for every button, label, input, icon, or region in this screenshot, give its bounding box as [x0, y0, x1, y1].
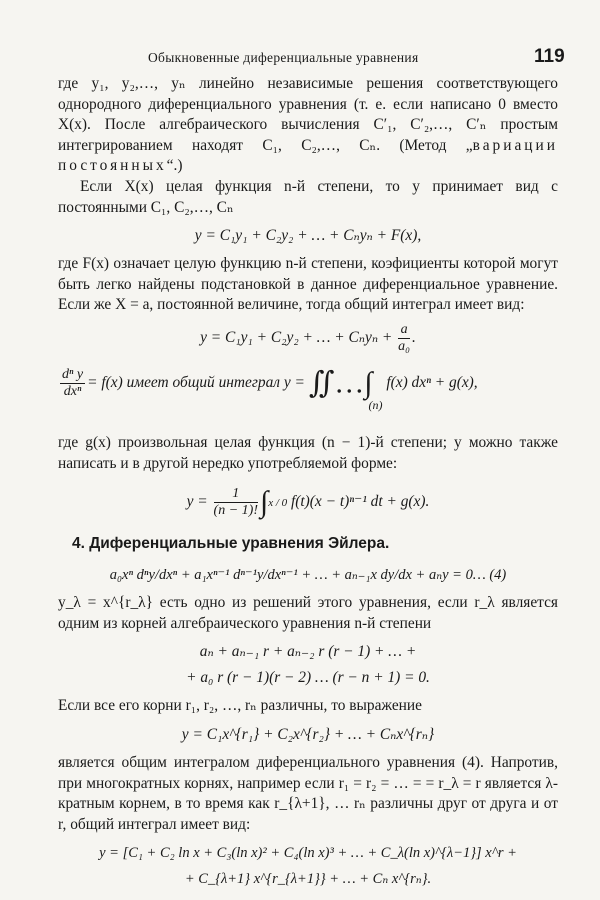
- equation-constant-solution: [58, 322, 558, 355]
- equation-general-solution: y = C₁y₁ + C₂y₂ + … + Cₙyₙ + F(x),: [194, 227, 422, 245]
- page-body: [58, 74, 558, 891]
- equation-part: = f(x) имеет общий интеграл y =: [87, 373, 309, 391]
- fraction-numerator: dⁿ y: [62, 366, 84, 382]
- equation-part: f(t)(x − t)ⁿ⁻¹ dt + g(x).: [287, 493, 430, 511]
- equation-part: y =: [186, 493, 212, 511]
- page-number: 119: [534, 46, 565, 67]
- equation-nth-derivative: [58, 365, 558, 423]
- equation-part: y = C₁y₁ + C₂y₂ + … + Cₙyₙ +: [200, 328, 397, 346]
- integral-subscript: (n): [368, 397, 383, 412]
- fraction-dny-dxn: [60, 367, 85, 400]
- paragraph-polynomial-case: Если X(x) целая функция n-й степени, то y принимает вид с постоянными C₁, C₂,…, Cₙ: [58, 177, 558, 216]
- fraction-one-over-factorial: [214, 486, 258, 519]
- paragraph-multiple-roots: является общим интегралом диференциального уравнения (4). Напротив, при многократных корнях, например если r₁ = r₂ = … = = r_λ = r является λ-кратным корнем, в то время как r_{λ+1}, … rₙ различны друг от друга и от r, общий интеграл имеет вид:: [58, 753, 558, 833]
- equation-part: f(x) dxⁿ + g(x),: [382, 373, 478, 391]
- fraction-denominator: dxⁿ: [63, 383, 82, 399]
- integral-limits: x / 0: [268, 497, 288, 510]
- paragraph-text: где y₁, y₂,…, yₙ линейно независимые решения соответствующего однородного диференциального уравнения (т. е. если написано 0 вместо X(x). После алгебраического вычисления C′₁, C′₂,…, C′ₙ простым интегрированием находят C₁, C₂,…, Cₙ. (Метод „: [58, 75, 558, 154]
- paragraph-arbitrary-function: где g(x) произвольная целая функция (n − 1)-й степени; y можно также написать и в другой нередко употребляемой форме:: [58, 433, 558, 472]
- running-title: Обыкновенные диференциальные уравнения: [148, 50, 419, 65]
- equation-part: .: [412, 328, 416, 346]
- fraction-denominator: a₀: [398, 338, 411, 354]
- section-heading-euler: 4. Диференциальные уравнения Эйлера.: [72, 535, 390, 553]
- integral-sign: ∫: [259, 485, 269, 519]
- paragraph-variation-method: [58, 74, 558, 177]
- fraction-a-over-a0: [398, 322, 410, 355]
- equation-euler-4: a₀xⁿ dⁿy/dxⁿ + a₁xⁿ⁻¹ dⁿ⁻¹y/dxⁿ⁻¹ + … + aₙ₋₁x dy/dx + aₙy = 0… (4): [109, 567, 507, 584]
- fraction-numerator: 1: [214, 486, 258, 503]
- equation-cauchy-form: [58, 484, 558, 521]
- paragraph-text-end: “.): [166, 157, 183, 175]
- running-header: [0, 47, 600, 71]
- paragraph-constant-case: где F(x) означает целую функцию n-й степени, коэфициенты которой могут быть легко найдены подстановкой в данное диференциальное уравнение. Если же X = a, постоянной величине, тогда общий интеграл имеет вид:: [58, 255, 558, 314]
- equation-characteristic-line1: aₙ + aₙ₋₁ r + aₙ₋₂ r (r − 1) + … +: [199, 643, 417, 661]
- equation-multiple-roots-line2: + C_{λ+1} x^{r_{λ+1}} + … + Cₙ x^{rₙ}.: [184, 871, 432, 888]
- paragraph-distinct-roots: Если все его корни r₁, r₂, …, rₙ различны, то выражение: [58, 697, 422, 715]
- fraction-denominator: (n − 1)!: [213, 503, 258, 519]
- paragraph-euler-solution: y_λ = x^{r_λ} есть одно из решений этого уравнения, если r_λ является одним из корней алгебраического уравнения n-й степени: [58, 594, 558, 632]
- equation-distinct-roots: y = C₁x^{r₁} + C₂x^{r₂} + … + Cₙx^{rₙ}: [181, 725, 435, 743]
- fraction-numerator: a: [398, 322, 410, 339]
- equation-characteristic-line2: + a₀ r (r − 1)(r − 2) … (r − n + 1) = 0.: [186, 669, 430, 687]
- spaced-term: вариации постоянных: [58, 136, 558, 175]
- equation-multiple-roots-line1: y = [C₁ + C₂ ln x + C₃(ln x)² + C₄(ln x)³ + … + C_λ(ln x)^{λ−1}] x^r +: [99, 845, 517, 862]
- multiple-integral-sign: ∬…∫: [308, 366, 373, 400]
